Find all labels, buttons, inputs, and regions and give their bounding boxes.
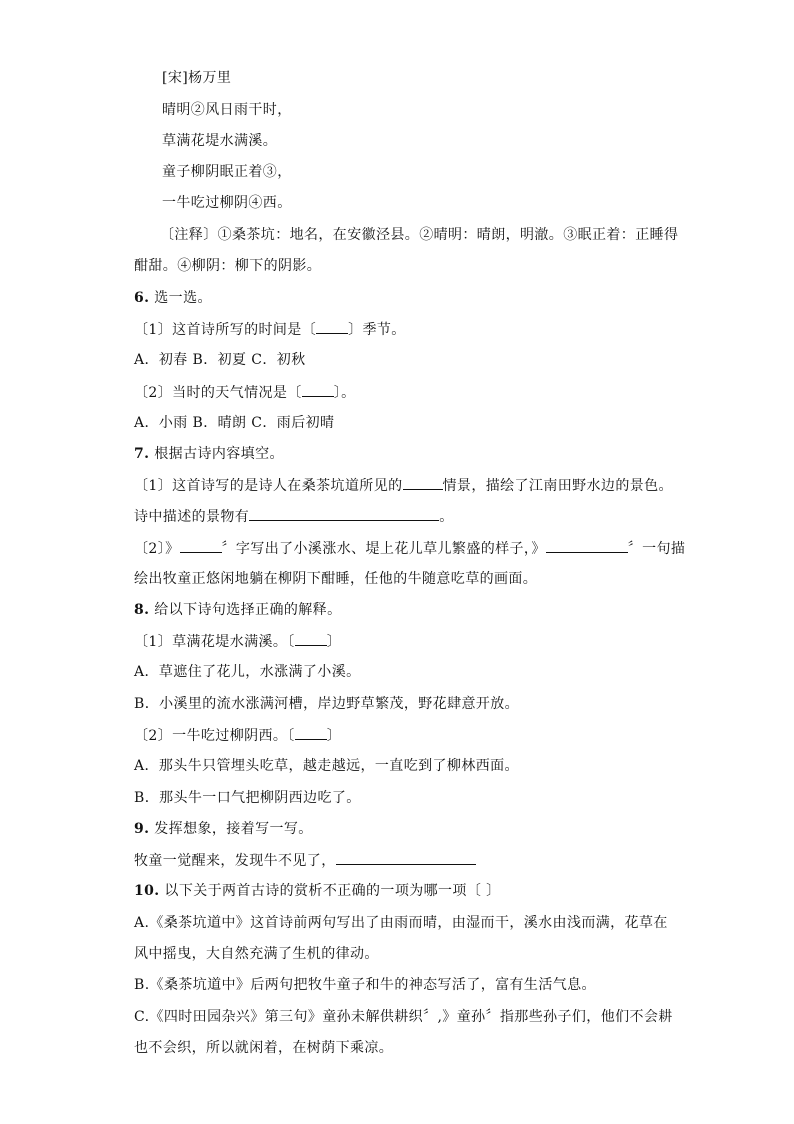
question-10-option-c-line-2: 也不会织，所以就闲着，在树荫下乘凉。 [134, 1040, 394, 1056]
question-10-option-b: B.《桑茶坑道中》后两句把牧牛童子和牛的神态写活了，富有生活气息。 [134, 977, 596, 993]
poem-line-4: 一牛吃过柳阴④西。 [162, 195, 292, 211]
prompt-text: 〔2〕》 [134, 541, 180, 557]
question-7-1 [134, 475, 673, 496]
question-6-2 [134, 382, 356, 403]
answer-blank[interactable] [295, 631, 327, 646]
question-9-heading [134, 819, 313, 839]
prompt-text: 〕季节。 [348, 322, 406, 338]
poem-notes-line-1: 〔注释〕①桑茶坑：地名，在安徽泾县。②晴明：晴朗，明澈。③眠正着：正睡得 [160, 227, 679, 243]
prompt-text: 〔1〕这首诗所写的时间是〔 [134, 322, 317, 338]
question-10-heading [134, 881, 500, 901]
prompt-text: 〞字写出了小溪涨水、堤上花儿草儿繁盛的样子，》 [221, 541, 546, 557]
answer-blank[interactable] [316, 319, 348, 334]
question-7-1-line-2 [134, 506, 454, 527]
poem-line-1: 晴明②风日雨干时， [162, 102, 292, 118]
question-6-heading [134, 288, 212, 308]
question-title: 根据古诗内容填空。 [154, 446, 284, 462]
question-6-1 [134, 319, 406, 340]
question-8-1-option-a: A．草遮住了花儿，水涨满了小溪。 [134, 664, 361, 680]
question-8-heading [134, 600, 341, 620]
prompt-text: 〔2〕一牛吃过柳阴西。〔 [134, 728, 295, 744]
question-8-2-option-b: B．那头牛一口气把柳阴西边吃了。 [134, 790, 361, 806]
poem-notes-line-2: 酣甜。④柳阴：柳下的阴影。 [134, 258, 322, 274]
question-number: 6. [134, 290, 150, 306]
answer-blank[interactable] [336, 850, 476, 865]
question-number: 10. [134, 883, 160, 899]
question-6-1-options: A．初春 B．初夏 C．初秋 [134, 352, 306, 368]
question-7-heading [134, 444, 284, 464]
prompt-text: 〔1〕草满花堤水满溪。〔 [134, 634, 295, 650]
prompt-text: 〕 [326, 634, 342, 650]
poem-line-3: 童子柳阴眠正着③， [162, 164, 292, 180]
question-number: 8. [134, 602, 150, 618]
answer-blank[interactable] [295, 725, 327, 740]
answer-blank[interactable] [546, 538, 628, 553]
prompt-text: 诗中描述的景物有 [134, 509, 250, 525]
poem-line-2: 草满花堤水满溪。 [162, 133, 278, 149]
question-8-2 [134, 725, 341, 746]
prompt-text: 〕。 [333, 385, 356, 401]
question-9-line [134, 850, 476, 871]
poem-author: [宋]杨万里 [162, 70, 232, 86]
question-10-option-a-line-2: 风中摇曳，大自然充满了生机的律动。 [134, 946, 379, 962]
answer-blank[interactable] [403, 475, 443, 490]
question-10-option-c-line-1: C.《四时田园杂兴》第三句》童孙未解供耕织〞,》童孙〞指那些孙子们，他们不会耕 [134, 1009, 673, 1025]
answer-blank[interactable] [302, 382, 334, 397]
question-8-1-option-b: B．小溪里的流水涨满河槽，岸边野草繁茂，野花肆意开放。 [134, 696, 520, 712]
question-6-2-options: A．小雨 B．晴朗 C．雨后初晴 [134, 415, 335, 431]
question-8-1 [134, 631, 341, 652]
prompt-text: 〔1〕这首诗写的是诗人在桑茶坑道所见的 [134, 478, 403, 494]
answer-blank[interactable] [180, 538, 222, 553]
question-number: 7. [134, 446, 150, 462]
question-title: 给以下诗句选择正确的解释。 [154, 602, 342, 618]
question-number: 9. [134, 821, 150, 837]
question-title: 发挥想象，接着写一写。 [154, 821, 313, 837]
prompt-text: 情景，描绘了江南田野水边的景色。 [442, 478, 673, 494]
question-title: 以下关于两首古诗的赏析不正确的一项为哪一项〔 〕 [164, 883, 501, 899]
question-7-2-line-2: 绘出牧童正悠闲地躺在柳阴下酣睡，任他的牛随意吃草的画面。 [134, 571, 538, 587]
prompt-text: 。 [439, 509, 454, 525]
question-title: 选一选。 [154, 290, 212, 306]
question-7-2 [134, 538, 685, 559]
question-10-option-a-line-1: A.《桑茶坑道中》这首诗前两句写出了由雨而晴，由湿而干，溪水由浅而满，花草在 [134, 915, 668, 931]
prompt-text: 〕 [326, 728, 342, 744]
prompt-text: 〔2〕当时的天气情况是〔 [134, 385, 302, 401]
answer-blank[interactable] [249, 506, 439, 521]
question-8-2-option-a: A．那头牛只管埋头吃草，越走越远，一直吃到了柳林西面。 [134, 758, 519, 774]
prompt-text: 牧童一觉醒来，发现牛不见了， [134, 853, 336, 869]
prompt-text: 〞一句描 [627, 541, 686, 557]
